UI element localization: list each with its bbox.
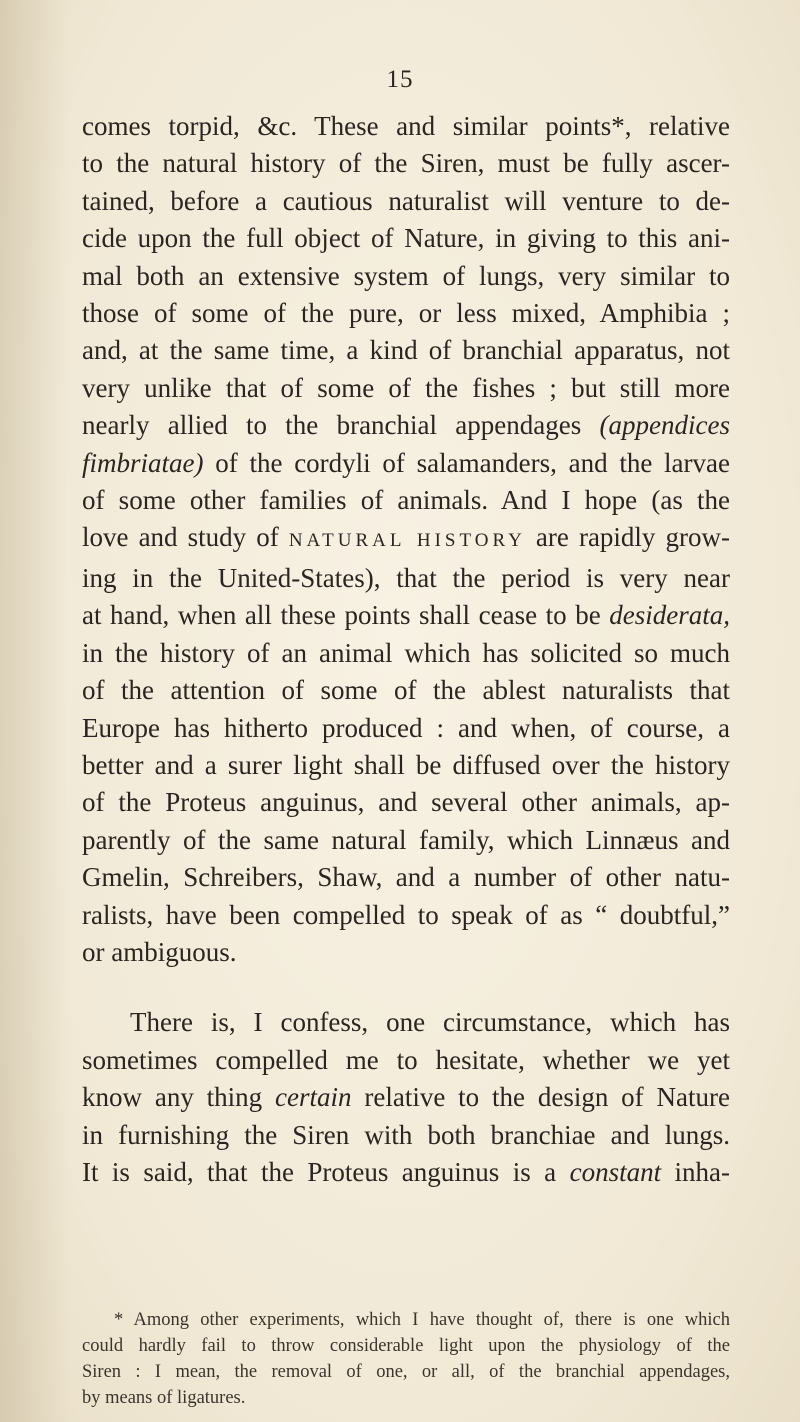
- paragraph-gap: [82, 971, 730, 1004]
- text-line: [82, 407, 730, 444]
- page-edge-shadow: [0, 0, 70, 1422]
- italic-phrase: constant: [569, 1156, 662, 1187]
- italic-phrase: desiderata,: [609, 600, 730, 631]
- footnote-line: Siren : I mean, the removal of one, or all, of the branchial appendages,: [82, 1362, 730, 1382]
- text-segment: It is said, that the Proteus anguinus is a: [82, 1156, 570, 1187]
- text-line: in the history of an animal which has solicited so much: [82, 637, 730, 668]
- small-caps-phrase: NATURAL HISTORY: [288, 530, 526, 552]
- text-line: Gmelin, Schreibers, Shaw, and a number of other natu-: [82, 862, 730, 893]
- footnote-line: could hardly fail to throw considerable light upon the physiology of the: [82, 1336, 730, 1356]
- text-line: ing in the United-States), that the period is very near: [82, 562, 730, 593]
- text-line: parently of the same natural family, which Linnæus and: [82, 824, 730, 855]
- text-line: [82, 1154, 730, 1191]
- text-line: [82, 445, 730, 482]
- text-line: of the Proteus anguinus, and several other animals, ap-: [82, 787, 730, 818]
- text-line: better and a surer light shall be diffused over the history: [82, 749, 730, 780]
- italic-phrase: certain: [275, 1082, 352, 1113]
- text-line: in furnishing the Siren with both branchiae and lungs.: [82, 1119, 730, 1150]
- text-line: mal both an extensive system of lungs, very similar to: [82, 260, 730, 291]
- text-line: or ambiguous.: [82, 936, 237, 967]
- text-segment: at hand, when all these points shall cease to be: [82, 600, 610, 631]
- text-line: cide upon the full object of Nature, in giving to this ani-: [82, 223, 730, 254]
- page-number: 15: [386, 66, 414, 93]
- text-line: comes torpid, &c. These and similar points*, relative: [82, 111, 730, 141]
- footnote-line: by means of ligatures.: [82, 1388, 246, 1408]
- text-line: [82, 519, 730, 559]
- italic-phrase: fimbriatae): [82, 447, 204, 478]
- footnote-line: * Among other experiments, which I have thought of, there is one which: [114, 1310, 730, 1330]
- text-line: There is, I confess, one circumstance, which has: [130, 1007, 730, 1038]
- text-line: of the attention of some of the ablest naturalists that: [82, 675, 730, 706]
- italic-phrase: (appendices: [599, 410, 730, 441]
- text-line: [82, 1079, 730, 1116]
- text-segment: know any thing: [82, 1082, 276, 1113]
- text-segment: relative to the design of Nature: [351, 1082, 730, 1113]
- text-segment: inha-: [661, 1156, 731, 1187]
- text-line: Europe has hitherto produced : and when, of course, a: [82, 712, 730, 743]
- text-line: and, at the same time, a kind of branchial apparatus, not: [82, 335, 730, 366]
- text-line: of some other families of animals. And I hope (as the: [82, 485, 730, 516]
- text-line: sometimes compelled me to hesitate, whether we yet: [82, 1044, 730, 1075]
- text-segment: of the cordyli of salamanders, and the larvae: [203, 447, 730, 478]
- text-segment: nearly allied to the branchial appendages: [82, 410, 600, 441]
- footnote: [82, 1307, 730, 1411]
- body-text: [82, 108, 730, 1191]
- text-segment: are rapidly grow-: [525, 522, 731, 553]
- text-line: [82, 597, 730, 634]
- text-line: to the natural history of the Siren, must be fully ascer-: [82, 148, 730, 179]
- text-segment: love and study of: [82, 522, 289, 553]
- text-line: tained, before a cautious naturalist will venture to de-: [82, 185, 730, 216]
- text-line: very unlike that of some of the fishes ; but still more: [82, 372, 730, 403]
- text-line: those of some of the pure, or less mixed, Amphibia ;: [82, 298, 730, 329]
- text-line: ralists, have been compelled to speak of as “ doubtful,”: [82, 899, 730, 930]
